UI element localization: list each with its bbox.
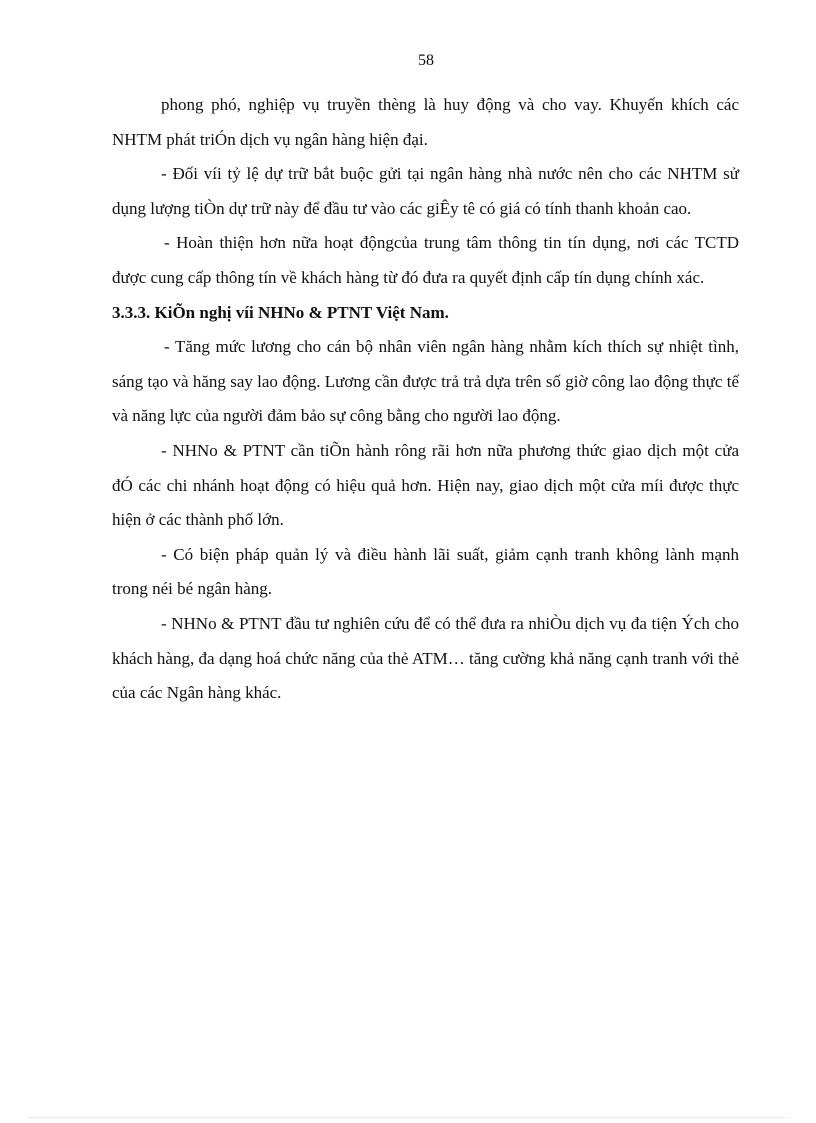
recommendation-services-atm: - NHNo & PTNT đầu tư nghiên cứu để có thể đưa ra nhiÒu dịch vụ đa tiện Ých cho khách hàng, đa dạng hoá chức năng của thẻ ATM… tăng cường khả năng cạnh tranh với thẻ của các Ngân hàng khác. [112,613,739,703]
paragraph-continuation: phong phó, nghiệp vụ truyền thèng là huy động và cho vay. Khuyến khích các NHTM phát triÓn dịch vụ ngân hàng hiện đại. [112,95,739,149]
page-bottom-divider [28,1117,788,1118]
recommendation-one-stop-transaction: - NHNo & PTNT cần tiÕn hành rông rãi hơn nữa phương thức giao dịch một cửa đÓ các chi nhánh hoạt động có hiệu quả hơn. Hiện nay, giao dịch một cửa míi được thực hiện ở các thành phố lớn. [112,440,739,530]
paragraph-credit-info-center: - Hoàn thiện hơn nữa hoạt độngcủa trung tâm thông tin tín dụng, nơi các TCTD được cung cấp thông tín về khách hàng từ đó đưa ra quyết định cấp tín dụng chính xác. [112,233,739,287]
document-body [112,88,739,711]
recommendation-interest-rate: - Có biện pháp quản lý và điều hành lãi suất, giảm cạnh tranh không lành mạnh trong néi bé ngân hàng. [112,544,739,599]
paragraph-reserve-requirement: - Đối víi tỷ lệ dự trữ bắt buộc gửi tại ngân hàng nhà nước nên cho các NHTM sử dụng lượng tiÒn dự trữ này để đầu tư vào các giÊy tê có giá có tính thanh khoản cao. [112,164,739,218]
page-number: 58 [418,52,434,69]
section-heading: 3.3.3. KiÕn nghị víi NHNo & PTNT Việt Nam. [112,302,449,322]
recommendation-salary: - Tăng mức lương cho cán bộ nhân viên ngân hàng nhằm kích thích sự nhiệt tình, sáng tạo và hăng say lao động. Lương cần được trả trả dựa trên số giờ công lao động thực tế và năng lực của người đảm bảo sự công bằng cho người lao động. [112,337,739,426]
